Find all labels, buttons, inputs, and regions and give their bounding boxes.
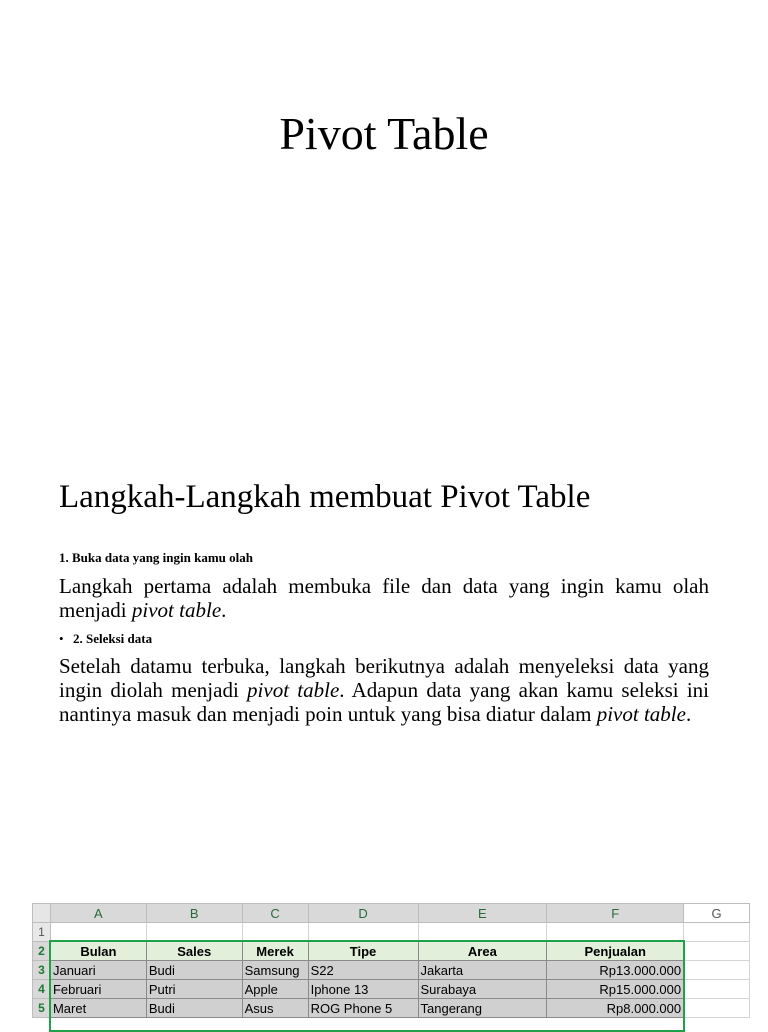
header-cell-bulan[interactable]: Bulan: [50, 942, 146, 961]
cell-sales[interactable]: Budi: [146, 961, 242, 980]
cell-tipe[interactable]: S22: [308, 961, 418, 980]
step1-label: 1. Buka data yang ingin kamu olah: [59, 550, 253, 565]
cell[interactable]: [684, 980, 750, 999]
section-heading: Langkah-Langkah membuat Pivot Table: [59, 479, 591, 515]
table-row: [33, 961, 750, 980]
cell[interactable]: [418, 923, 547, 942]
header-cell-sales[interactable]: Sales: [146, 942, 242, 961]
cell-bulan[interactable]: Februari: [50, 980, 146, 999]
cell-bulan[interactable]: Januari: [50, 961, 146, 980]
step2-text-middle: . Adapun data yang akan kamu seleksi ini nantinya masuk dan menjadi poin untuk yang bisa diatur dalam: [59, 678, 709, 726]
header-cell-area[interactable]: Area: [418, 942, 547, 961]
cell-area[interactable]: Tangerang: [418, 999, 547, 1018]
cell-sales[interactable]: Budi: [146, 999, 242, 1018]
step2-description: [59, 654, 709, 726]
cell-merek[interactable]: Samsung: [242, 961, 308, 980]
row-header-1[interactable]: 1: [33, 923, 51, 942]
column-header-row: [33, 904, 750, 923]
cell-area[interactable]: Surabaya: [418, 980, 547, 999]
cell-area[interactable]: Jakarta: [418, 961, 547, 980]
column-header-b[interactable]: B: [146, 904, 242, 923]
column-header-d[interactable]: D: [308, 904, 418, 923]
bullet-icon: •: [59, 631, 64, 646]
cell[interactable]: [684, 942, 750, 961]
cell-penjualan[interactable]: Rp13.000.000: [547, 961, 684, 980]
cell-merek[interactable]: Asus: [242, 999, 308, 1018]
column-header-c[interactable]: C: [242, 904, 308, 923]
slide-title: Pivot Table: [279, 108, 489, 159]
cell[interactable]: [146, 923, 242, 942]
column-header-a[interactable]: A: [50, 904, 146, 923]
cell-penjualan[interactable]: Rp15.000.000: [547, 980, 684, 999]
select-all-corner[interactable]: [33, 904, 51, 923]
header-cell-tipe[interactable]: Tipe: [308, 942, 418, 961]
header-cell-penjualan[interactable]: Penjualan: [547, 942, 684, 961]
step2-italic-term: pivot table: [247, 678, 340, 702]
step1-italic-term: pivot table: [131, 598, 222, 622]
step2-text-after: .: [685, 702, 692, 726]
step2-italic-term-2: pivot table: [596, 702, 686, 726]
step2-label: 2. Seleksi data: [73, 631, 153, 646]
step1-text-before: Langkah pertama adalah membuka file dan data yang ingin kamu olah menjadi: [59, 574, 709, 622]
row-header-5[interactable]: 5: [33, 999, 51, 1018]
column-header-g[interactable]: G: [684, 904, 750, 923]
cell-tipe[interactable]: Iphone 13: [308, 980, 418, 999]
cell[interactable]: [684, 961, 750, 980]
spreadsheet-screenshot: [32, 903, 750, 1028]
cell[interactable]: [547, 923, 684, 942]
row-header-2[interactable]: 2: [33, 942, 51, 961]
table-row: [33, 999, 750, 1018]
step1-description: [59, 574, 709, 622]
cell[interactable]: [50, 923, 146, 942]
cell[interactable]: [684, 999, 750, 1018]
step1-text-after: .: [221, 598, 227, 622]
table-row: [33, 980, 750, 999]
sheet-row-1: [33, 923, 750, 942]
header-cell-merek[interactable]: Merek: [242, 942, 308, 961]
step2-label-row: [59, 630, 152, 648]
column-header-f[interactable]: F: [547, 904, 684, 923]
cell-sales[interactable]: Putri: [146, 980, 242, 999]
cell-penjualan[interactable]: Rp8.000.000: [547, 999, 684, 1018]
cell[interactable]: [684, 923, 750, 942]
cell[interactable]: [242, 923, 308, 942]
sheet-header-row: [33, 942, 750, 961]
cell-merek[interactable]: Apple: [242, 980, 308, 999]
spreadsheet-grid: [32, 903, 750, 1018]
cell-tipe[interactable]: ROG Phone 5: [308, 999, 418, 1018]
step2-text-before: Setelah datamu terbuka, langkah berikutnya adalah menyeleksi data yang ingin diolah menjadi: [59, 654, 709, 702]
column-header-e[interactable]: E: [418, 904, 547, 923]
cell[interactable]: [308, 923, 418, 942]
row-header-4[interactable]: 4: [33, 980, 51, 999]
cell-bulan[interactable]: Maret: [50, 999, 146, 1018]
row-header-3[interactable]: 3: [33, 961, 51, 980]
